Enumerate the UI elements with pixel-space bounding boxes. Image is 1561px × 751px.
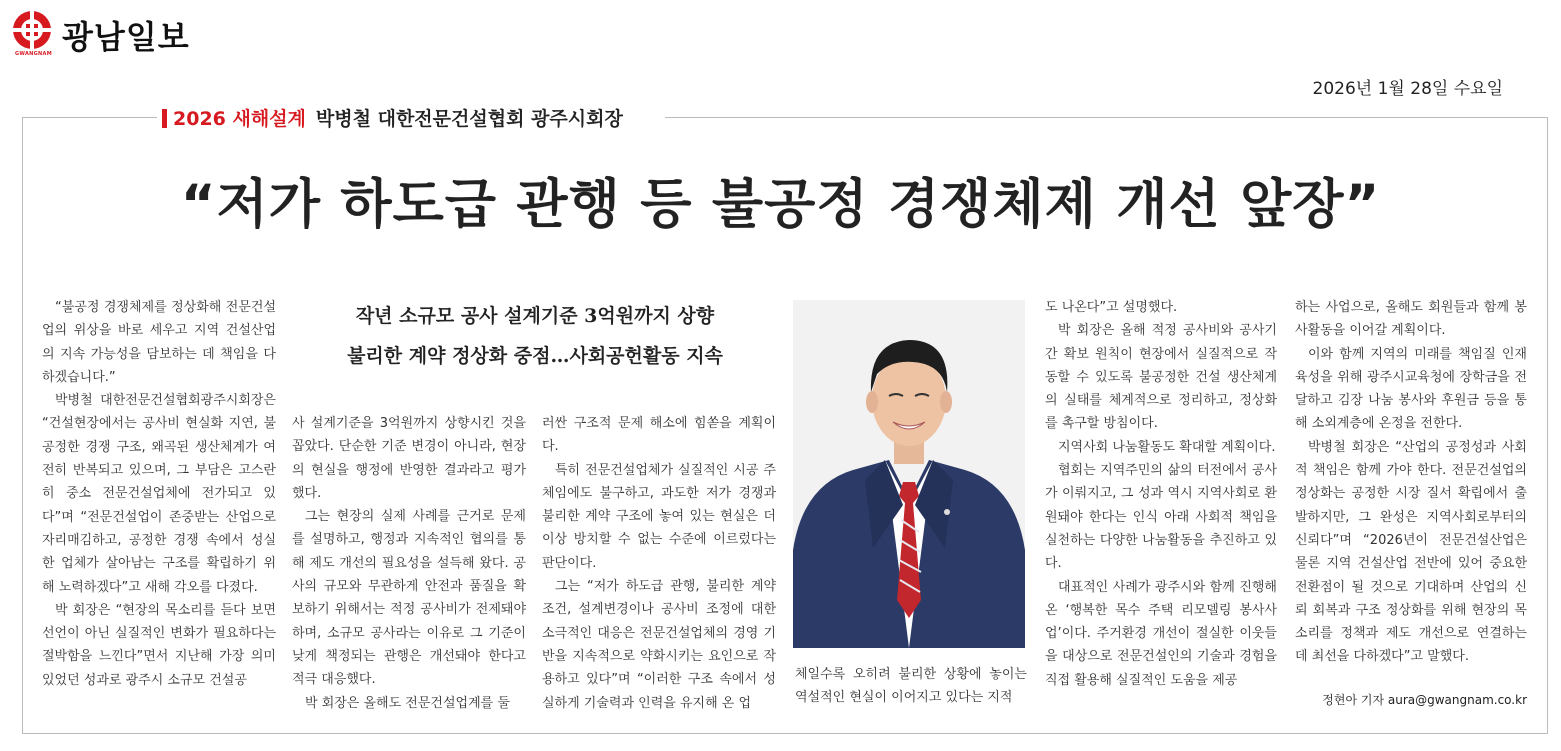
article-column-5 <box>1045 296 1277 692</box>
byline: 정현아 기자 aura@gwangnam.co.kr <box>1322 693 1527 707</box>
frame-top-rule-left <box>22 117 157 118</box>
article-column-3 <box>542 412 776 715</box>
paragraph: 하는 사업으로, 올해도 회원들과 함께 봉사활동을 이어갈 계획이다. <box>1295 300 1527 339</box>
paragraph: 러싼 구조적 문제 해소에 힘쏟을 계획이다. <box>542 416 776 455</box>
article-column-1 <box>42 296 276 692</box>
paragraph: 그는 “저가 하도급 관행, 불리한 계약 조건, 설계변경이나 공사비 조정에 대한 소극적인 대응은 전문건설업체의 경영 기반을 지속적으로 약화시키는 요인으로 작용하고 있다”며 “이러한 구조 속에서 성실하게 기술력과 인력을 유지해 온 업 <box>542 579 776 711</box>
paragraph: 박 회장은 올해도 전문건설업계를 둘 <box>305 695 510 711</box>
paragraph: 박 회장은 올해 적정 공사비와 공사기간 확보 원칙이 현장에서 실질적으로 작동할 수 있도록 불공정한 건설 생산체계의 실태를 체계적으로 정리하고, 정상화를 촉구할 방침이다. <box>1045 323 1277 432</box>
paragraph: 협회는 지역주민의 삶의 터전에서 공사가 이뤄지고, 그 성과 역시 지역사회로 환원돼야 한다는 인식 아래 사회적 책임을 실천하는 다양한 나눔활동을 추진하고 있다. <box>1045 463 1277 572</box>
frame-top-rule-right <box>665 117 1547 118</box>
paragraph: 그는 현장의 실제 사례를 근거로 문제를 설명하고, 행정과 지속적인 협의를 통해 제도 개선의 필요성을 설득해 왔다. 공사의 규모와 무관하게 안전과 품질을 확보하기 위해서는 적정 공사비가 전제돼야 하며, 소규모 공사라는 이유로 그 기준이 낮게 책정되는 관행은 개선돼야 한다고 적극 대응했다. <box>292 509 526 688</box>
subhead-line-1: 작년 소규모 공사 설계기준 3억원까지 상향 <box>355 305 715 327</box>
headline: “저가 하도급 관행 등 불공정 경쟁체제 개선 앞장” <box>180 174 1381 235</box>
paragraph: 사 설계기준을 3억원까지 상향시킨 것을 꼽았다. 단순한 기준 변경이 아니라, 현장의 현실을 행정에 반영한 결과라고 평가했다. <box>292 416 526 501</box>
logo-emblem-icon <box>12 10 52 50</box>
paragraph: 박 회장은 “현장의 목소리를 듣다 보면 선언이 아닌 실질적인 변화가 필요하다는 절박함을 느낀다”면서 지난해 가장 의미 있었던 성과로 광주시 소규모 건설공 <box>42 602 276 688</box>
paragraph: “불공정 경쟁체제를 정상화해 전문건설업의 위상을 바로 세우고 지역 건설산업의 지속 가능성을 담보하는 데 책임을 다 하겠습니다.” <box>42 300 276 385</box>
portrait-illustration <box>793 300 1025 648</box>
paragraph: 박병철 회장은 “산업의 공정성과 사회적 책임은 함께 가야 한다. 전문건설업의 정상화는 공정한 시장 질서 확립에서 출발하지만, 그 완성은 지역사회로부터의 신뢰다”며 “2026년이 전문건설산업은 물론 지역 건설산업 전반에 있어 중요한 전환점이 될 것으로 기대하며 산업의 신뢰 회복과 구조 정상화를 위해 현장의 목소리를 정책과 제도 개선으로 연결하는 데 최선을 다하겠다”고 말했다. <box>1295 439 1527 665</box>
subheadline <box>300 296 770 376</box>
newspaper-name: 광남일보 <box>62 18 190 56</box>
paragraph: 대표적인 사례가 광주시와 함께 진행해 온 ‘행복한 목수 주택 리모델링 봉사사업’이다. 주거환경 개선이 절실한 이웃들을 대상으로 전문건설인의 기술과 경험을 직접 활용해 실질적인 도움을 제공 <box>1045 579 1277 688</box>
issue-date: 2026년 1월 28일 수요일 <box>1312 79 1503 99</box>
paragraph: 지역사회 나눔활동도 확대할 계획이다. <box>1058 439 1276 455</box>
paragraph: 도 나온다”고 설명했다. <box>1045 300 1178 315</box>
paragraph: 이와 함께 지역의 미래를 책임질 인재 육성을 위해 광주시교육청에 장학금을 전달하고 김장 나눔 봉사와 후원금 등을 통해 소외계층에 온정을 전한다. <box>1295 346 1527 432</box>
portrait-photo <box>793 300 1025 648</box>
kicker-series: 2026 새해설계 <box>173 108 306 130</box>
kicker-bar <box>162 109 167 128</box>
paragraph: 특히 전문건설업체가 실질적인 시공 주체임에도 불구하고, 과도한 저가 경쟁과 불리한 계약 구조에 놓여 있는 현실은 더 이상 방치할 수 없는 수준에 이르렀다는 판단이다. <box>542 462 776 571</box>
subhead-line-2: 불리한 계약 정상화 중점…사회공헌활동 지속 <box>347 345 723 367</box>
kicker-title: 박병철 대한전문건설협회 광주시회장 <box>315 108 623 130</box>
logo-subtitle: GWANGNAM <box>15 51 52 57</box>
paragraph: 박병철 대한전문건설협회광주시회장은 “건설현장에서는 공사비 현실화 지연, 불공정한 경쟁 구조, 왜곡된 생산체계가 여전히 반복되고 있으며, 그 부담은 고스란히 중소 전문건설업체에 전가되고 있다”며 “전문건설업이 존중받는 산업으로 자리매김하고, 공정한 경쟁 속에서 성실한 업체가 살아남는 구조를 확립하기 위해 노력하겠다”고 새해 각오를 다졌다. <box>42 393 276 595</box>
article-column-2 <box>292 412 526 715</box>
kicker <box>162 104 623 131</box>
article-column-6 <box>1295 296 1527 669</box>
article-column-4 <box>795 663 1027 710</box>
paragraph: 체일수록 오히려 불리한 상황에 놓이는 역설적인 현실이 이어지고 있다는 지적 <box>795 667 1027 706</box>
